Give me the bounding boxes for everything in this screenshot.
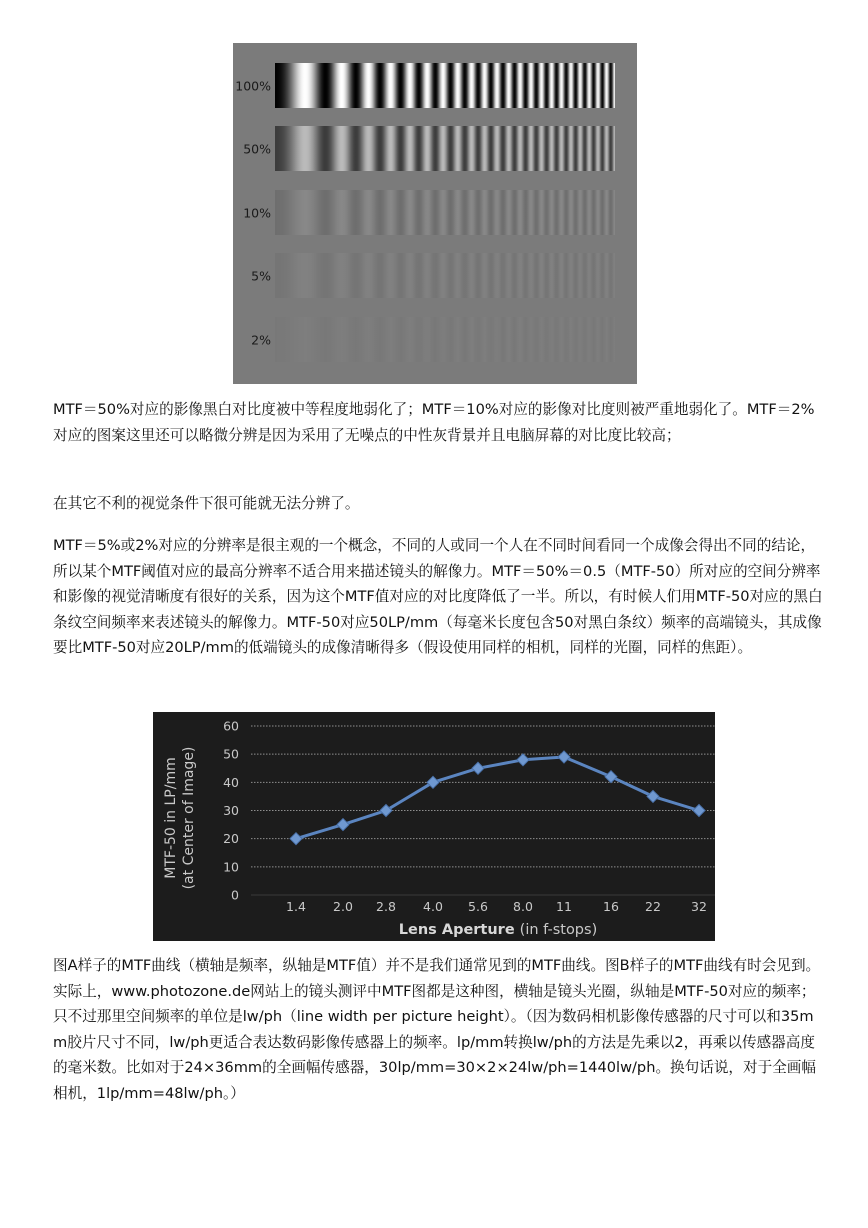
chart-x-tick-label: 11 [556, 899, 572, 914]
chart-x-tick-label: 4.0 [423, 899, 443, 914]
contrast-row-label: 5% [251, 268, 271, 284]
chart-x-axis-label-bold: Lens Aperture [398, 922, 515, 938]
chart-data-point [605, 771, 617, 783]
chart-x-tick-label: 32 [691, 899, 707, 914]
chart-y-tick-label: 20 [223, 831, 239, 847]
mtf50-chart-svg [153, 712, 715, 941]
chart-x-axis-label-rest: (in f-stops) [519, 922, 598, 938]
chart-data-point [517, 754, 529, 766]
chart-series-line [296, 757, 699, 839]
paragraph-mtf-contrast: MTF＝50%对应的影像黑白对比度被中等程度地弱化了；MTF＝10%对应的影像对比度则被严重地弱化了。MTF＝2%对应的图案这里还可以略微分辨是因为采用了无噪点的中性灰背景并且电脑屏幕的对比度比较高； [53, 401, 815, 444]
chart-data-point [290, 833, 302, 845]
chart-y-axis-label-line2: (at Center of Image) [181, 746, 197, 890]
paragraph-visual-conditions: 在其它不利的视觉条件下很可能就无法分辨了。 [53, 495, 360, 512]
chart-x-tick-label: 8.0 [513, 899, 533, 914]
chart-y-tick-label: 50 [223, 746, 239, 762]
chart-data-point [337, 819, 349, 831]
chart-y-axis-label-line1: MTF-50 in LP/mm [163, 757, 179, 879]
chart-y-tick-label: 30 [223, 803, 239, 818]
chart-x-tick-label: 1.4 [286, 899, 306, 914]
chart-x-ticks [286, 899, 707, 914]
contrast-pattern-row [275, 317, 615, 362]
mtf50-line-chart [153, 712, 715, 941]
chart-gridlines [251, 726, 715, 895]
chart-data-point [558, 751, 570, 763]
contrast-row-label: 50% [243, 141, 271, 157]
chart-x-tick-label: 5.6 [468, 899, 488, 914]
chart-y-tick-label: 10 [223, 859, 239, 875]
chart-x-axis-label [399, 922, 597, 938]
chart-x-tick-label: 2.8 [376, 899, 396, 914]
paragraph-mtf-50: MTF＝5%或2%对应的分辨率是很主观的一个概念，不同的人或同一个人在不同时间看同一个成像会得出不同的结论，所以某个MTF阈值对应的最高分辨率不适合用来描述镜头的解像力。MTF＝50%＝0.5（MTF-50）所对应的空间分辨率和影像的视觉清晰度有很好的关系，因为这个MTF值对应的对比度降低了一半。所以，有时候人们用MTF-50对应的黑白条纹空间频率来表述镜头的解像力。MTF-50对应50LP/mm（每毫米长度包含50对黑白条纹）频率的高端镜头，其成像要比MTF-50对应20LP/mm的低端镜头的成像清晰得多（假设使用同样的相机，同样的光圈，同样的焦距）。 [53, 537, 823, 656]
chart-x-tick-label: 2.0 [333, 899, 353, 914]
contrast-row-label: 10% [243, 205, 271, 221]
chart-y-tick-label: 60 [223, 718, 239, 734]
paragraph-photozone: 图A样子的MTF曲线（横轴是频率，纵轴是MTF值）并不是我们通常见到的MTF曲线。图B样子的MTF曲线有时会见到。实际上，www.photozone.de网站上的镜头测评中MTF图都是这种图，横轴是镜头光圈，纵轴是MTF-50对应的频率；只不过那里空间频率的单位是lw/ph（line width per picture height）。（因为数码相机影像传感器的尺寸可以和35mm胶片尺寸不同，lw/ph更适合表达数码影像传感器上的频率。lp/mm转换lw/ph的方法是先乘以2，再乘以传感器高度的毫米数。比如对于24×36mm的全画幅传感器，30lp/mm=30×2×24lw/ph=1440lw/ph。换句话说，对于全画幅相机，1lp/mm=48lw/ph。） [53, 957, 821, 1102]
contrast-row-label: 100% [235, 78, 271, 94]
contrast-pattern-row [275, 63, 615, 108]
contrast-pattern-row [275, 253, 615, 298]
chart-x-tick-label: 22 [645, 899, 661, 914]
contrast-pattern-svg [233, 43, 637, 384]
contrast-pattern-row [275, 190, 615, 235]
chart-data-point [647, 790, 659, 802]
chart-data-point [693, 805, 705, 817]
chart-series [290, 751, 705, 845]
contrast-row-label: 2% [251, 332, 271, 348]
contrast-pattern-figure [233, 43, 637, 384]
chart-y-tick-label: 40 [223, 774, 239, 790]
chart-x-tick-label: 16 [603, 899, 619, 914]
chart-y-tick-label: 0 [231, 887, 239, 903]
contrast-pattern-row [275, 126, 615, 171]
chart-y-ticks [223, 719, 239, 903]
chart-data-point [472, 762, 484, 774]
